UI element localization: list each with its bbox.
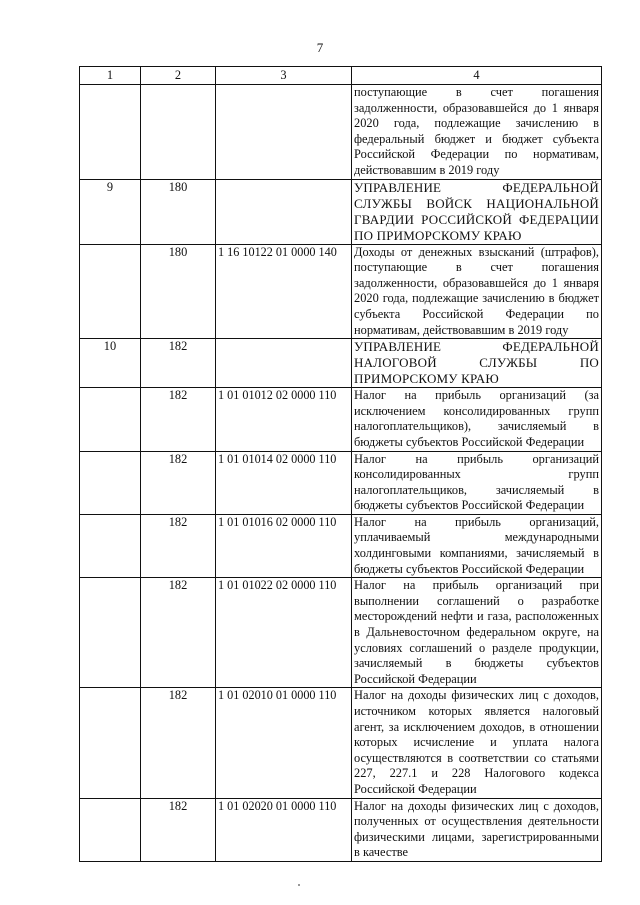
admin-code-cell: 182 xyxy=(141,798,216,861)
row-number-cell xyxy=(80,451,141,514)
budget-code-cell: 1 01 01012 02 0000 110 xyxy=(216,388,352,451)
budget-code-cell: 1 01 02020 01 0000 110 xyxy=(216,798,352,861)
budget-code-cell: 1 16 10122 01 0000 140 xyxy=(216,244,352,339)
row-number-cell xyxy=(80,688,141,798)
admin-code-cell: 182 xyxy=(141,451,216,514)
description-cell: Налог на прибыль организаций при выполнении соглашений о разработке месторождений нефти и газа, расположенных в Дальневосточном федеральном округе, на условиях соглашений о разделе продукции, зачисляемый в бюджеты субъектов Российской Федерации xyxy=(352,578,602,688)
table-row xyxy=(80,798,602,861)
table-row xyxy=(80,339,602,388)
table-row xyxy=(80,179,602,244)
budget-code-cell: 1 01 01022 02 0000 110 xyxy=(216,578,352,688)
admin-code-cell: 180 xyxy=(141,179,216,244)
budget-code-cell xyxy=(216,339,352,388)
table-body xyxy=(80,85,602,862)
table-header-row xyxy=(80,67,602,85)
budget-code-cell xyxy=(216,179,352,244)
description-cell: Налог на доходы физических лиц с доходов, источником которых является налоговый агент, за исключением доходов, в отношении которых исчисление и уплата налога осуществляются в соответствии со статьями 227, 227.1 и 228 Налогового кодекса Российской Федерации xyxy=(352,688,602,798)
row-number-cell: 9 xyxy=(80,179,141,244)
admin-code-cell xyxy=(141,85,216,180)
table-row xyxy=(80,514,602,577)
table-row xyxy=(80,578,602,688)
table-row xyxy=(80,85,602,180)
revenue-codes-table xyxy=(79,66,602,862)
column-header-2: 2 xyxy=(141,67,216,85)
admin-code-cell: 182 xyxy=(141,339,216,388)
row-number-cell xyxy=(80,244,141,339)
row-number-cell xyxy=(80,798,141,861)
admin-code-cell: 182 xyxy=(141,578,216,688)
description-cell: Налог на доходы физических лиц с доходов, полученных от осуществления деятельности физическими лицами, зарегистрированными в качестве xyxy=(352,798,602,861)
row-number-cell: 10 xyxy=(80,339,141,388)
description-cell: Доходы от денежных взысканий (штрафов), поступающие в счет погашения задолженности, образовавшейся до 1 января 2020 года, подлежащие зачислению в бюджет субъекта Российской Федерации по нормативам, действовавшим в 2019 году xyxy=(352,244,602,339)
table-row xyxy=(80,388,602,451)
page-number: 7 xyxy=(316,40,324,55)
table-row xyxy=(80,688,602,798)
admin-code-cell: 182 xyxy=(141,388,216,451)
row-number-cell xyxy=(80,388,141,451)
budget-code-cell: 1 01 01014 02 0000 110 xyxy=(216,451,352,514)
budget-code-cell xyxy=(216,85,352,180)
scan-speck xyxy=(298,884,300,886)
description-cell: Налог на прибыль организаций (за исключением консолидированных групп налогоплательщиков), зачисляемый в бюджеты субъектов Российской Федерации xyxy=(352,388,602,451)
row-number-cell xyxy=(80,578,141,688)
column-header-3: 3 xyxy=(216,67,352,85)
admin-code-cell: 182 xyxy=(141,688,216,798)
budget-code-cell: 1 01 02010 01 0000 110 xyxy=(216,688,352,798)
table-row xyxy=(80,244,602,339)
column-header-1: 1 xyxy=(80,67,141,85)
description-cell: Налог на прибыль организаций, уплачиваемый международными холдинговыми компаниями, зачисляемый в бюджеты субъектов Российской Федерации xyxy=(352,514,602,577)
description-cell: Налог на прибыль организаций консолидированных групп налогоплательщиков, зачисляемый в бюджеты субъектов Российской Федерации xyxy=(352,451,602,514)
row-number-cell xyxy=(80,85,141,180)
administrator-heading-cell: УПРАВЛЕНИЕ ФЕДЕРАЛЬНОЙ НАЛОГОВОЙ СЛУЖБЫ ПО ПРИМОРСКОМУ КРАЮ xyxy=(352,339,602,388)
budget-code-cell: 1 01 01016 02 0000 110 xyxy=(216,514,352,577)
column-header-4: 4 xyxy=(352,67,602,85)
admin-code-cell: 182 xyxy=(141,514,216,577)
row-number-cell xyxy=(80,514,141,577)
table-row xyxy=(80,451,602,514)
administrator-heading-cell: УПРАВЛЕНИЕ ФЕДЕРАЛЬНОЙ СЛУЖБЫ ВОЙСК НАЦИОНАЛЬНОЙ ГВАРДИИ РОССИЙСКОЙ ФЕДЕРАЦИИ ПО ПРИМОРСКОМУ КРАЮ xyxy=(352,179,602,244)
admin-code-cell: 180 xyxy=(141,244,216,339)
description-cell: поступающие в счет погашения задолженности, образовавшейся до 1 января 2020 года, подлежащие зачислению в федеральный бюджет и бюджет субъекта Российской Федерации по нормативам, действовавшим в 2019 году xyxy=(352,85,602,180)
